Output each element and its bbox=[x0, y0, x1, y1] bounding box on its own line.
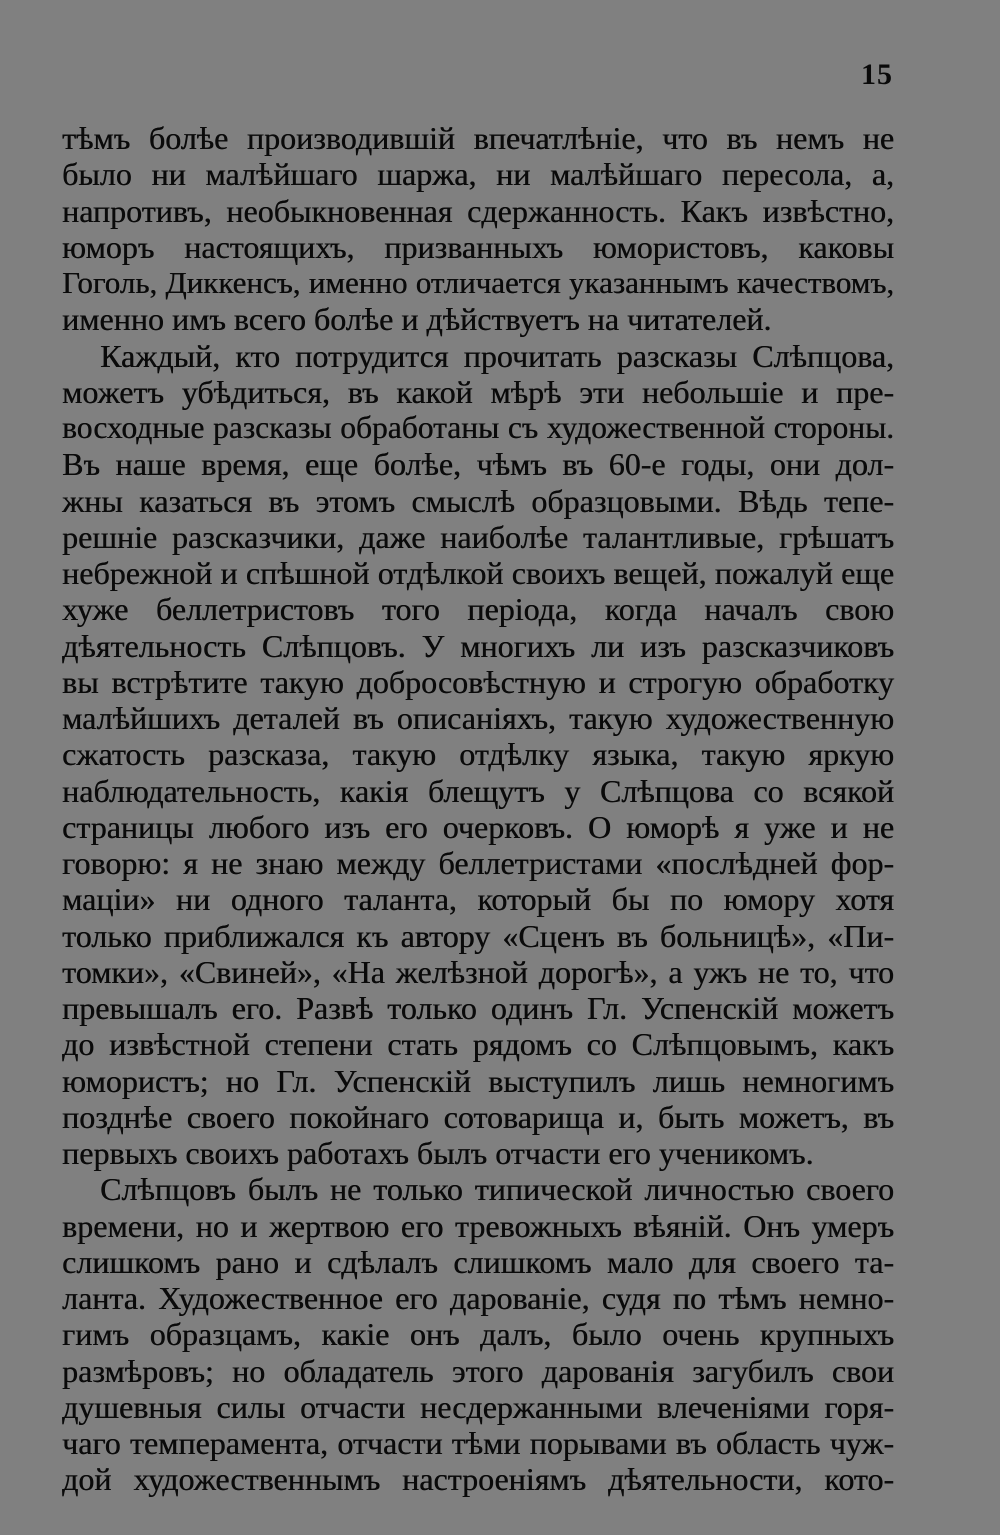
text-line: до извѣстной степени стать рядомъ со Слѣпцовымъ, какъ bbox=[62, 1026, 894, 1063]
text-line: превышалъ его. Развѣ только одинъ Гл. Успенскій можетъ bbox=[62, 990, 894, 1026]
paragraph bbox=[62, 1171, 894, 1497]
text-line: времени, но и жертвою его тревожныхъ вѣяній. Онъ умеръ bbox=[62, 1207, 894, 1244]
page-number: 15 bbox=[861, 58, 893, 91]
text-line: тѣмъ болѣе производившій впечатлѣніе, что въ немъ не bbox=[62, 120, 894, 156]
text-line: томки», «Свиней», «На желѣзной дорогѣ», а ужъ не то, что bbox=[62, 953, 894, 990]
text-line: говорю: я не знаю между беллетристами «послѣдней фор- bbox=[62, 845, 894, 881]
text-line: Каждый, кто потрудится прочитать разсказы Слѣпцова, bbox=[100, 337, 894, 374]
text-line: решніе разсказчики, даже наиболѣе талантливые, грѣшатъ bbox=[62, 518, 894, 555]
text-line: сжатость разсказа, такую отдѣлку языка, такую яркую bbox=[62, 736, 894, 773]
text-line: юморъ настоящихъ, призванныхъ юмористовъ, каковы bbox=[62, 228, 894, 265]
text-line: юмористъ; но Гл. Успенскій выступилъ лишь немногимъ bbox=[62, 1062, 894, 1099]
text-line: первыхъ своихъ работахъ былъ отчасти его ученикомъ. bbox=[62, 1135, 814, 1171]
text-line: Слѣпцовъ былъ не только типической личностью своего bbox=[100, 1171, 894, 1208]
text-line: наблюдательность, какія блещутъ у Слѣпцова со всякой bbox=[62, 772, 894, 809]
text-line: дѣятельность Слѣпцовъ. У многихъ ли изъ разсказчиковъ bbox=[62, 627, 894, 664]
text-line: малѣйшихъ деталей въ описаніяхъ, такую художественную bbox=[62, 700, 894, 736]
text-line: напротивъ, необыкновенная сдержанность. Какъ извѣстно, bbox=[62, 192, 894, 229]
text-line: восходные разсказы обработаны съ художественной стороны. bbox=[62, 410, 894, 445]
paragraph bbox=[62, 338, 894, 1172]
text-line: вы встрѣтите такую добросовѣстную и строгую обработку bbox=[62, 663, 894, 700]
page-text bbox=[62, 120, 894, 1498]
text-line: гимъ образцамъ, какіе онъ далъ, было очень крупныхъ bbox=[62, 1316, 894, 1353]
text-line: душевныя силы отчасти несдержанными влеченіями горя- bbox=[62, 1388, 894, 1425]
text-line: чаго темперамента, отчасти тѣми порывами въ область чуж- bbox=[62, 1425, 894, 1461]
text-line: Въ наше время, еще болѣе, чѣмъ въ 60-е годы, они дол- bbox=[62, 446, 894, 483]
text-line: маціи» ни одного таланта, который бы по юмору хотя bbox=[62, 881, 894, 918]
text-line: страницы любого изъ его очерковъ. О юморѣ я уже и не bbox=[62, 808, 894, 845]
text-line: именно имъ всего болѣе и дѣйствуетъ на читателей. bbox=[62, 301, 772, 338]
text-line: размѣровъ; но обладатель этого дарованія загубилъ свои bbox=[62, 1352, 894, 1389]
text-line: ланта. Художественное его дарованіе, судя по тѣмъ немно- bbox=[62, 1280, 894, 1316]
text-line: дой художественнымъ настроеніямъ дѣятельности, кото- bbox=[62, 1461, 894, 1498]
text-line: было ни малѣйшаго шаржа, ни малѣйшаго пересола, а, bbox=[62, 156, 894, 193]
text-line: небрежной и спѣшной отдѣлкой своихъ вещей, пожалуй еще bbox=[62, 555, 894, 591]
text-line: Гоголь, Диккенсъ, именно отличается указаннымъ качествомъ, bbox=[62, 265, 894, 300]
text-line: можетъ убѣдиться, въ какой мѣрѣ эти небольшіе и пре- bbox=[62, 373, 894, 410]
paragraph bbox=[62, 120, 894, 338]
text-line: хуже беллетристовъ того періода, когда началъ свою bbox=[62, 591, 894, 628]
text-line: только приближался къ автору «Сценъ въ больницѣ», «Пи- bbox=[62, 917, 894, 954]
text-line: слишкомъ рано и сдѣлалъ слишкомъ мало для своего та- bbox=[62, 1243, 894, 1280]
text-line: позднѣе своего покойнаго сотоварища и, быть можетъ, въ bbox=[62, 1098, 894, 1135]
text-line: жны казаться въ этомъ смыслѣ образцовыми. Вѣдь тепе- bbox=[62, 482, 894, 519]
